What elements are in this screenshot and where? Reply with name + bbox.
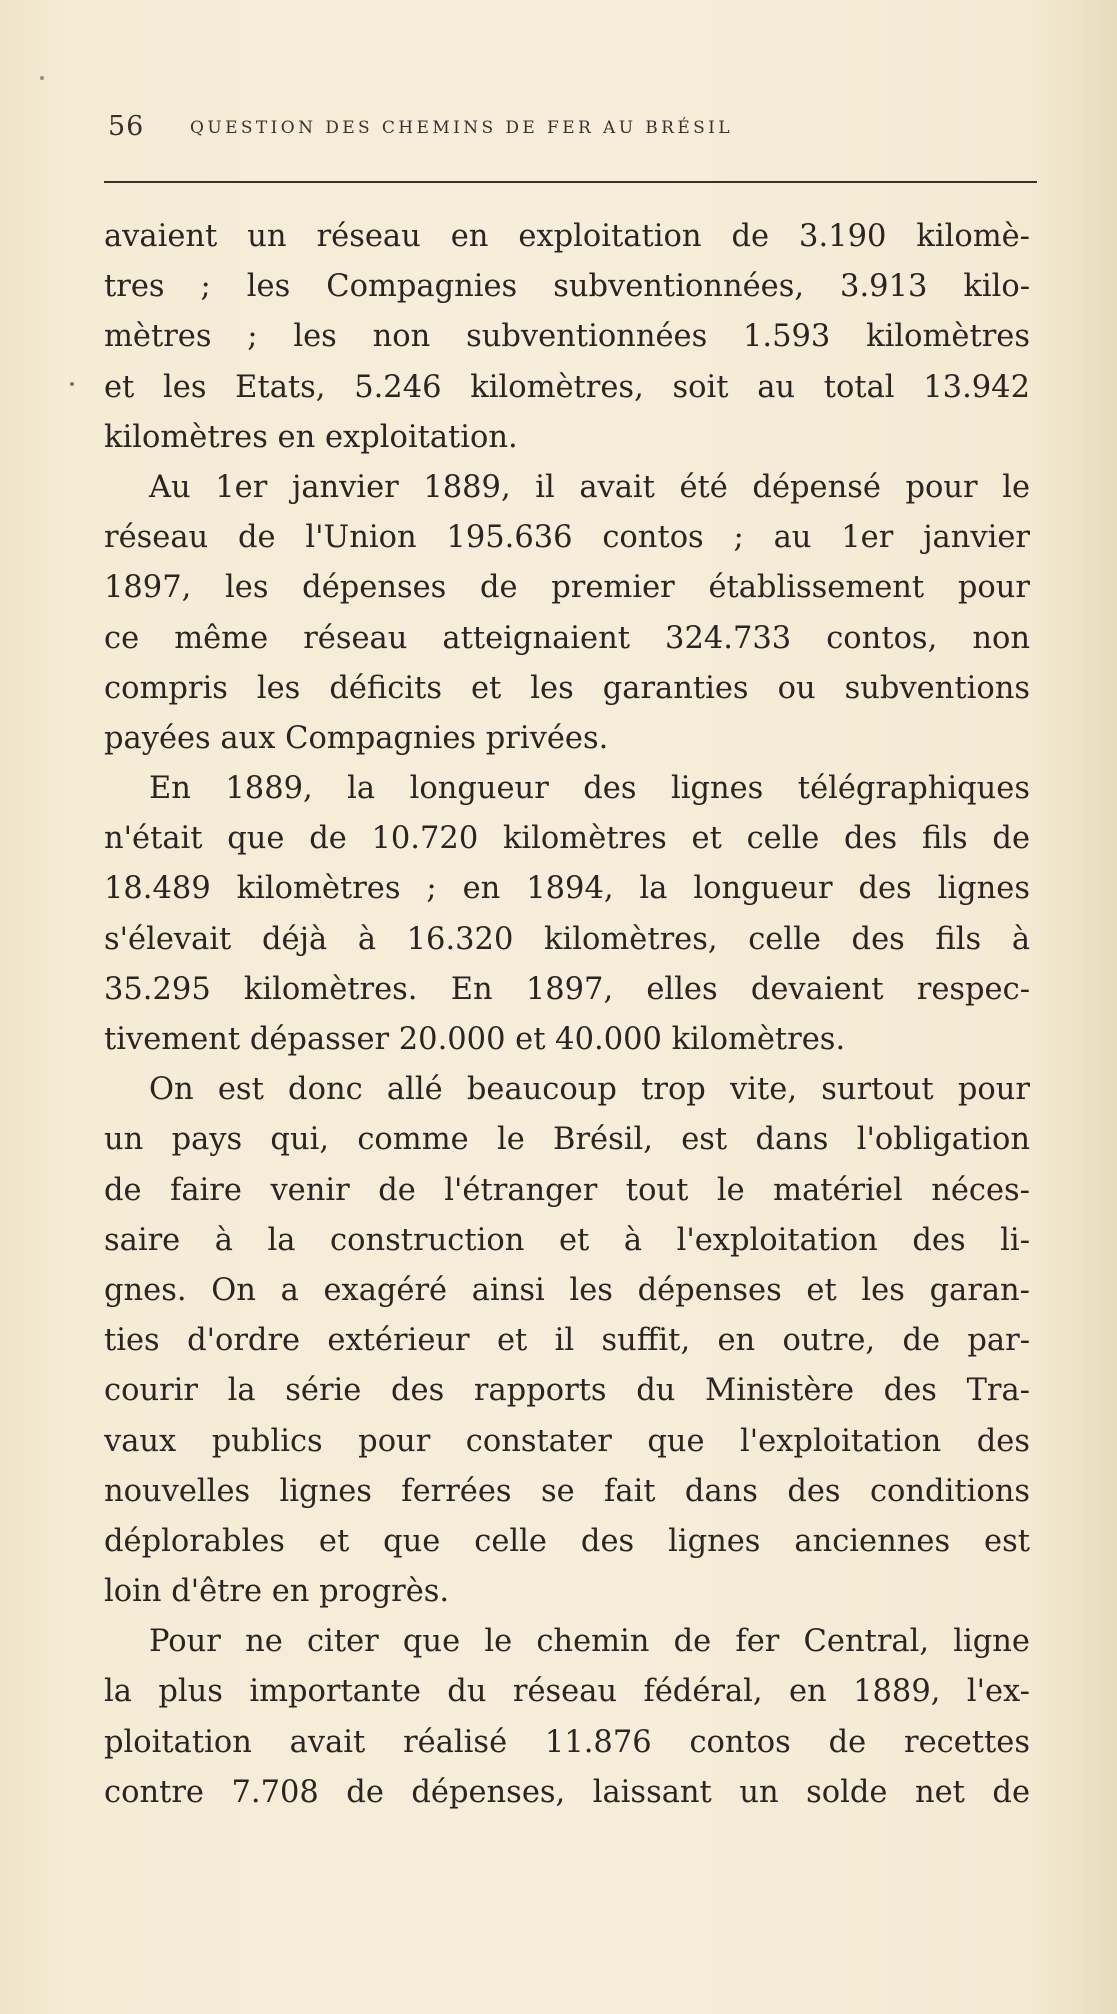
text-line: En 1889, la longueur des lignes télégraphiques — [149, 771, 1030, 807]
text-line: n'était que de 10.720 kilomètres et celle des fils de — [104, 821, 1030, 857]
text-line: et les Etats, 5.246 kilomètres, soit au total 13.942 — [104, 369, 1030, 405]
page-speck — [40, 76, 44, 80]
text-line: la plus importante du réseau fédéral, en 1889, l'ex- — [104, 1674, 1030, 1710]
text-line: déplorables et que celle des lignes anciennes est — [104, 1523, 1030, 1559]
text-line: 18.489 kilomètres ; en 1894, la longueur des lignes — [104, 871, 1030, 907]
text-line: tivement dépasser 20.000 et 40.000 kilomètres. — [104, 1022, 846, 1057]
text-line: payées aux Compagnies privées. — [104, 720, 609, 756]
page-number: 56 — [108, 111, 145, 142]
text-line: ce même réseau atteignaient 324.733 contos, non — [104, 620, 1030, 656]
text-line: ties d'ordre extérieur et il suffit, en outre, de par- — [104, 1323, 1030, 1359]
text-line: contre 7.708 de dépenses, laissant un solde net de — [104, 1774, 1030, 1810]
text-line: ploitation avait réalisé 11.876 contos de recettes — [104, 1724, 1030, 1760]
running-head: QUESTION DES CHEMINS DE FER AU BRÉSIL — [190, 118, 733, 138]
text-line: On est donc allé beaucoup trop vite, surtout pour — [149, 1072, 1030, 1108]
margin-speck — [70, 382, 74, 386]
text-line: kilomètres en exploitation. — [104, 419, 518, 455]
text-line: compris les déficits et les garanties ou subventions — [104, 670, 1030, 706]
text-line: un pays qui, comme le Brésil, est dans l'obligation — [104, 1122, 1030, 1158]
header-rule — [104, 181, 1037, 183]
text-line: Au 1er janvier 1889, il avait été dépensé pour le — [149, 469, 1030, 505]
body-text — [104, 212, 1030, 1818]
text-line: réseau de l'Union 195.636 contos ; au 1er janvier — [104, 520, 1030, 556]
text-line: tres ; les Compagnies subventionnées, 3.913 kilo- — [104, 269, 1030, 305]
text-line: gnes. On a exagéré ainsi les dépenses et les garan- — [104, 1272, 1030, 1308]
text-line: mètres ; les non subventionnées 1.593 kilomètres — [104, 319, 1030, 355]
text-line: vaux publics pour constater que l'exploitation des — [104, 1423, 1030, 1459]
text-line: saire à la construction et à l'exploitation des li- — [104, 1222, 1030, 1258]
text-line: nouvelles lignes ferrées se fait dans des conditions — [104, 1473, 1030, 1509]
text-line: 1897, les dépenses de premier établissement pour — [104, 570, 1030, 606]
text-line: Pour ne citer que le chemin de fer Central, ligne — [149, 1624, 1030, 1660]
text-line: loin d'être en progrès. — [104, 1574, 450, 1610]
text-line: 35.295 kilomètres. En 1897, elles devaient respec- — [104, 971, 1030, 1007]
text-line: s'élevait déjà à 16.320 kilomètres, celle des fils à — [104, 921, 1030, 957]
text-line: courir la série des rapports du Ministère des Tra- — [104, 1373, 1030, 1409]
text-line: de faire venir de l'étranger tout le matériel néces- — [104, 1172, 1030, 1208]
text-line: avaient un réseau en exploitation de 3.190 kilomè- — [104, 219, 1030, 254]
